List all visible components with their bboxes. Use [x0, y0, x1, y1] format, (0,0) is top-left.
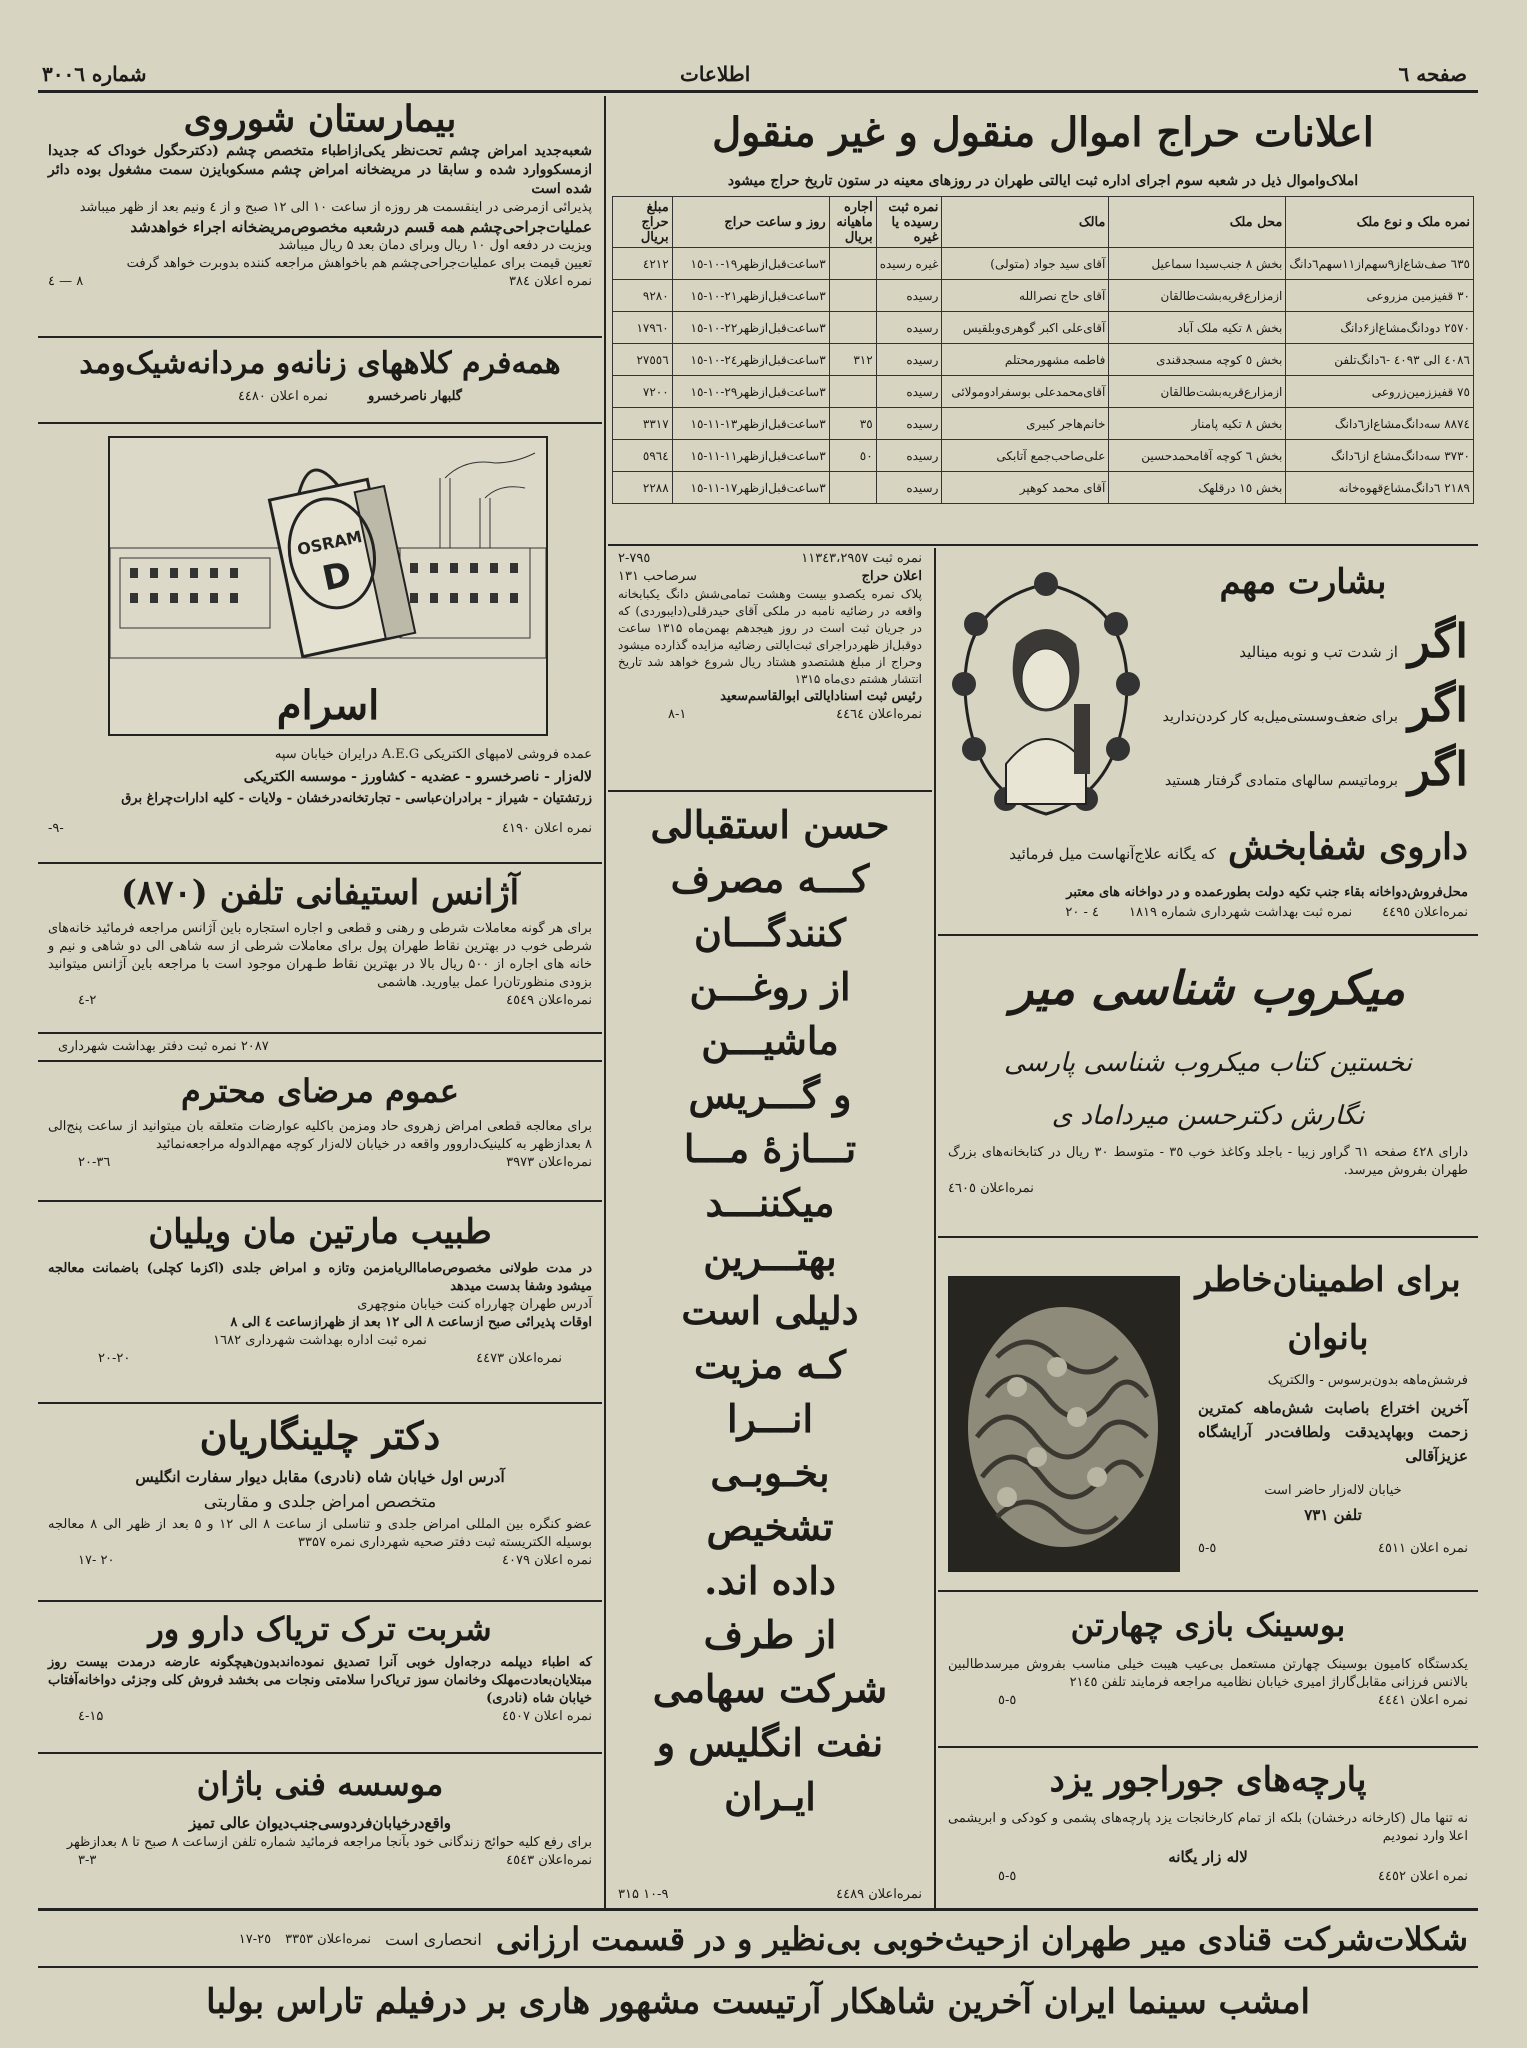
table-cell: بخش ۸ تکیه ملک آباد	[1109, 312, 1286, 344]
bazan-title: موسسه فنی باژان	[196, 1765, 444, 1803]
oil-ad-line: ایـران	[724, 1774, 816, 1819]
ladies-text1: فرشش‌ماهه بدون‌برسوس - والکترپک	[1267, 1373, 1468, 1388]
table-cell: ٩٢٨٠	[613, 280, 673, 312]
truck-sale-text: یکدستگاه کامیون بوسینک چهارتن مستعمل بی‌عیب هیبت خیلی مناسب بفروش میرسدطالبین بالانس فرزانی مقابل‌گاراژ امیری خیابان نظامیه مراجعه فرمایند تلفن ٢١٤٥	[948, 1657, 1468, 1690]
chelingarian-ad	[38, 1406, 602, 1602]
table-cell: ٦٣٥ صف‌شاع‌از٩سهم‌از١١سهم٦دانگ	[1286, 248, 1474, 280]
auction-notice	[608, 548, 932, 792]
table-cell: رسیده	[876, 408, 942, 440]
oil-ad-number: نمره‌اعلان ٤٤٨٩	[836, 1887, 922, 1902]
table-cell	[829, 376, 876, 408]
osram-text1: عمده فروشی لامپهای الکتریکی A.E.G درایران خیابان سپه	[274, 747, 592, 762]
chelingarian-ad-number: نمره اعلان ٤٠٧٩	[502, 1553, 592, 1568]
chelingarian-text: عضو کنگره بین المللی امراض جلدی و تناسلی از ساعت ۸ الی ۱۲ و ۵ بعد از ظهر الی ۸ معالجه بوسیله الکتریسته ثبت دفتر صحیه شهرداری نمره ۳۳۵۷	[48, 1517, 592, 1550]
oil-ad-line: بخـوبـی	[710, 1450, 830, 1495]
opium-syrup-ad	[38, 1604, 602, 1754]
table-row	[613, 440, 1474, 472]
patients-ad	[38, 1064, 602, 1202]
if-word-3: اگر	[1407, 742, 1468, 796]
microbiology-text: دارای ٤٢٨ صفحه ٦١ گراور زیبا - باجلد وکاغذ خوب ٣٥ - متوسط ٣٠ ریال در کتابخانه‌های بزرگ طهران بفروش میرسد.	[948, 1145, 1468, 1178]
microbiology-author: نگارش دکترحسن میرداماد ی	[1051, 1101, 1365, 1131]
opium-syrup-title: شربت ترک تریاک دارو ور	[148, 1610, 492, 1648]
col-property-number: نمره ملک و نوع ملک	[1286, 197, 1474, 248]
chocolate-banner	[38, 1912, 1478, 1968]
hospital-ad-code: ٨ — ٤	[48, 274, 84, 289]
microbiology-book-ad	[938, 938, 1478, 1238]
table-cell: بخش ٦ کوچه آقامحمدحسین	[1109, 440, 1286, 472]
if-word-2: اگر	[1407, 678, 1468, 732]
auction-notice-signature: رئیس ثبت اسناد‌ایالتی ابوالقاسم‌سعید	[720, 689, 922, 704]
newspaper-name: اطلاعات	[680, 62, 751, 86]
table-cell: ٨٨٧٤ سه‌دانگ‌مشاع‌از٦دانگ	[1286, 408, 1474, 440]
ladies-text3: خیابان لاله‌زار حاضر است	[1264, 1483, 1402, 1498]
truck-sale-title: بوسینک بازی چهارتن	[1070, 1606, 1346, 1644]
table-cell	[829, 472, 876, 504]
drug-text: که یگانه علاج‌آنهاست میل فرمائید	[1009, 845, 1216, 863]
oil-ad-line: از روغـــن	[689, 964, 851, 1009]
opium-ad-code: ۱۵-٤	[78, 1709, 104, 1724]
ladies-text2: آخرین اختراع باصابت شش‌ماهه کمترین زحمت وبهاپدیدقت ولطافت‌در آرایشگاه عزیزآقالی	[1198, 1399, 1468, 1465]
hospital-text2: پذیرائی ازمرضی در اینقسمت هر روزه از ساعت ۱۰ الی ۱۲ صبح و از ٤ ونیم بعد از ظهر میباشد	[79, 200, 592, 215]
table-cell: آقای‌علی اکبر گوهری‌وبلقیس	[942, 312, 1109, 344]
auction-notice-text: پلاک نمره یکصدو بیست وهشت تمامی‌شش دانگ یکبابخانه واقعه در رضائیه نامبه در ملکی آقای حیدرقلی(دایبوردی) که در جریان ثبت است در روز هیجدهم بهمن‌ماه ۱۳۱۵ ساعت دوقبل‌از ظهردراجرای ثبت‌ایالتی رضائیه مزایده گذارده میشود وحراج از مبلغ هشتصدو هشتاد ریال شروع خواهد شد تاریخ انتشار هشتم دی‌ماه ۱۳۱۵	[618, 587, 922, 686]
martin-ad-number: نمره‌اعلان ٤٤٧٣	[476, 1351, 562, 1366]
good-news-line2: برای ضعف‌وسستی‌میل‌به کار کردن‌ندارید	[1162, 709, 1398, 725]
good-news-line1: از شدت تب و نوبه مینالید	[1239, 643, 1398, 661]
table-cell: ٣٧٣٠ سه‌دانگ‌مشاع از٦دانگ	[1286, 440, 1474, 472]
table-cell: ٧٢٠٠	[613, 376, 673, 408]
ladies-ad	[938, 1240, 1478, 1592]
oil-ad-line: حسن استقبالی	[650, 802, 890, 847]
oil-ad-line: انـــرا	[726, 1396, 814, 1441]
table-cell: بخش ١٥ درقلهک	[1109, 472, 1286, 504]
fabrics-shop: لاله زار یگانه	[1168, 1848, 1248, 1866]
issue-number: شماره ۳۰۰٦	[42, 62, 147, 86]
oil-ad-line: و گـــریس	[688, 1072, 852, 1117]
telephone-ad-number: نمره‌اعلان ٤٥٤٩	[506, 993, 592, 1008]
hospital-text4: ویزیت در دفعه اول ۱۰ ریال وبرای دمان بعد ۵ ریال میباشد	[278, 238, 592, 253]
table-row	[613, 408, 1474, 440]
oil-ad-line: داده اند.	[704, 1558, 836, 1603]
telephone-ad-code: ٢-٤	[78, 993, 97, 1008]
chelingarian-title: دکتر چلینگاریان	[199, 1413, 441, 1458]
table-cell: ٢٥٧٠ دودانگ‌مشاع‌از۶دانگ	[1286, 312, 1474, 344]
table-cell	[829, 248, 876, 280]
woman-illustration	[946, 564, 1146, 834]
martin-text1: در مدت طولانی مخصوص‌صاماالریامزمن وتازه و امراض جلدی (اکزما کچلی) باضمانت معالجه میشود وشفا بدست میدهد	[48, 1261, 592, 1294]
chelingarian-address: آدرس اول خیابان شاه (نادری) مقابل دیوار سفارت انگلیس	[135, 1468, 505, 1486]
table-cell: رسیده	[876, 280, 942, 312]
table-cell: رسیده	[876, 312, 942, 344]
hairstyle-photo	[948, 1276, 1180, 1572]
hats-ad	[38, 340, 602, 424]
table-cell: بخش ٨ تکیه پامنار	[1109, 408, 1286, 440]
table-row	[613, 280, 1474, 312]
table-cell: ازمزارع‌قریه‌بشت‌طالقان	[1109, 280, 1286, 312]
table-cell: رسیده	[876, 376, 942, 408]
hats-ad-number: نمره اعلان ٤٤٨٠	[237, 389, 328, 404]
chocolate-ad-code: ٢٥-١٧	[238, 1931, 272, 1947]
oil-ad	[608, 794, 932, 1908]
page-label: صفحه ٦	[1398, 62, 1467, 86]
martin-ad	[38, 1204, 602, 1404]
good-news-ad	[938, 548, 1478, 936]
osram-text2: لاله‌زار - ناصرخسرو - عضدیه - کشاورز - موسسه الکتریکی	[243, 769, 592, 785]
oil-ad-line: تشخیص	[706, 1504, 834, 1549]
hospital-ad	[38, 96, 602, 338]
hats-shop: گلبهار ناصرخسرو	[367, 389, 462, 404]
good-news-ad-code: ٤ - ٢٠	[1065, 905, 1100, 920]
chelingarian-ad-code: ۲۰ -۱۷	[78, 1553, 115, 1568]
osram-ad-number: نمره اعلان ٤١٩٠	[502, 821, 592, 836]
telephone-agency-title: آژانس استیفانی تلفن (۸۷۰)	[120, 873, 520, 913]
table-cell: ٥٩٦٤	[613, 440, 673, 472]
bazan-text1: واقع‌درخیابان‌فردوسی‌جنب‌دیوان عالی تمیز	[188, 1814, 452, 1832]
cinema-text: امشب سینما ایران آخرین شاهکار آرتیست مشهور هاری بر درفیلم تاراس بولبا	[206, 1982, 1310, 2022]
col-monthly-rent: اجاره ماهیانه بریال	[829, 197, 876, 248]
good-news-ad-number: نمره‌اعلان ٤٤٩٥	[1382, 905, 1468, 920]
hospital-text1: شعبه‌جدید امراض چشم تحت‌نظر یکی‌ازاطباء متخصص چشم (دکترحگول خوداک که جدیدا ازمسکووارد شده و سابقا در مریضخانه امراض چشم مسکوبایزن سمت مشغول بوده دائر شده است	[48, 143, 592, 197]
fabrics-text: نه تنها مال (کارخانه درخشان) بلکه از تمام کارخانجات یزد پارچه‌های پشمی و کودکی و ابریشمی اعلا وارد نمودیم	[948, 1811, 1468, 1844]
osram-ad	[38, 426, 602, 864]
table-cell: ٣٣١٧	[613, 408, 673, 440]
hospital-text5: تعیین قیمت برای عملیات‌جراحی‌چشم هم باخواهش مراجعه کننده بدوبرت خواهد گرفت	[126, 256, 592, 271]
table-cell: ٣ساعت‌قبل‌ازظهر١٧-١١-١٥	[672, 472, 829, 504]
table-cell: بخش ٥ کوچه مسجدقندی	[1109, 344, 1286, 376]
oil-ad-line: شرکت سهامی	[652, 1666, 888, 1711]
table-cell: ٣٠ قفیزمین مزروعی	[1286, 280, 1474, 312]
good-news-line3: بروماتیسم سالهای متمادی گرفتار هستید	[1164, 773, 1398, 789]
health-office-line: ۲۰۸۷ نمره ثبت دفتر بهداشت شهرداری	[38, 1038, 602, 1062]
patients-ad-code: ۳٦-۲۰	[78, 1155, 111, 1170]
table-cell: ٣٥	[829, 408, 876, 440]
table-cell: غیره رسیده	[876, 248, 942, 280]
oil-ad-line: تـــازهٔ مـــا	[683, 1126, 857, 1171]
auction-subtitle: املاک‌واموال ذیل در شعبه سوم اجرای اداره ثبت ایالتی طهران در روزهای معینه در ستون تاریخ حراج میشود	[727, 173, 1359, 189]
telephone-agency-text: برای هر گونه معاملات شرطی و رهنی و قطعی و اجاره استجاره باین آژانس مراجعه فرمائید خانه‌های شرطی خوب در بهترین نقاط طهران پول برای معاملات شرطی از سه شاهی الی دو شاهی و نیم و خانه های اجاره از ۵۰۰ ریال بالا در بهترین نقاط طـهران موجود است با مراجعه باین آژانس میتوانید بزودی منظورتان‌را عمل بیاورید. هاشمی	[48, 921, 592, 990]
osram-box-letter: D	[318, 554, 355, 600]
oil-ad-line: کـــه مصرف	[670, 856, 870, 901]
opium-syrup-text: که اطباء دیپلمه درجه‌اول خوبی آنرا تصدیق نموده‌اندبدون‌هیچگونه عارضه درمدت بیست روز مبتلایان‌بعادت‌مهلک وخانمان سوز تریاک‌را سلامتی ونجات می بخشد فروش کلی وجزئی دواخانه‌آفتاب خیابان شاه (نادری)	[48, 1655, 592, 1706]
table-cell: ٣ساعت‌قبل‌از‌ظهر١٩-١٠-١٥	[672, 248, 829, 280]
osram-text3: زرتشتیان - شیراز - برادران‌عباسی - تجارتخانه‌درخشان - ولایات - کلیه ادارات‌چراغ برق	[121, 791, 592, 806]
oil-ad-line: بهتـــرین	[703, 1234, 837, 1279]
table-cell: ١٧٩٦٠	[613, 312, 673, 344]
oil-ad-line: از طرف	[703, 1612, 837, 1657]
fabrics-title: پارچه‌های جوراجور یزد	[1049, 1760, 1367, 1800]
auction-notice-num2: سرصاحب ١٣١	[618, 569, 697, 584]
table-cell: ٣ساعت‌قبل‌ازظهر١٣-١١-١٥	[672, 408, 829, 440]
table-cell: ٢٢٨٨	[613, 472, 673, 504]
drug-name: داروی شفابخش	[1227, 826, 1468, 868]
microbiology-subtitle: نخستین کتاب میکروب شناسی پارسی	[1003, 1048, 1413, 1078]
oil-ad-line: ماشیـــن	[701, 1018, 839, 1063]
oil-ad-lines	[608, 794, 932, 1824]
col-auction-date: روز و ساعت حراج	[672, 197, 829, 248]
table-row	[613, 472, 1474, 504]
ladies-ad-code: ٥-٥	[1198, 1541, 1217, 1556]
table-cell	[829, 312, 876, 344]
hairstyle-photo-drawing	[948, 1277, 1179, 1572]
table-cell: ٥٠	[829, 440, 876, 472]
fabrics-ad	[938, 1750, 1478, 1908]
martin-title: طبیب مارتین مان ویلیان	[148, 1212, 492, 1252]
bazan-ad-number: نمره‌اعلان ٤٥٤٣	[506, 1853, 592, 1868]
chocolate-text: شکلات‌شرکت قنادی میر طهران ازحیث‌خوبی بی‌نظیر و در قسمت ارزانی	[495, 1920, 1468, 1958]
auction-section	[608, 96, 1478, 546]
ladies-phone: تلفن ٧٣١	[1304, 1506, 1362, 1524]
table-cell: بخش ۸ جنب‌سیدا سماعیل	[1109, 248, 1286, 280]
table-row	[613, 344, 1474, 376]
auction-notice-num3: ٧٩٥-٢	[618, 551, 651, 566]
table-cell: ٣ساعت‌قبل‌ازظهر٢٩-١٠-١٥	[672, 376, 829, 408]
table-cell: ٣ساعت‌قبل‌ازظهر٢١-١٠-١٥	[672, 280, 829, 312]
table-cell: ٢١٨٩ ٦دانگ‌مشاع‌قهوه‌خانه	[1286, 472, 1474, 504]
table-cell: ٣١٢	[829, 344, 876, 376]
martin-text4: نمره ثبت اداره بهداشت شهرداری ۱٦٨٢	[213, 1333, 427, 1348]
cinema-banner	[38, 1972, 1478, 2032]
bazan-ad-code: ۳-۳	[78, 1853, 97, 1868]
table-row	[613, 312, 1474, 344]
good-news-reg: نمره ثبت بهداشت شهرداری شماره ۱۸۱۹	[1129, 905, 1353, 920]
table-cell: آقای حاج نصرالله	[942, 280, 1109, 312]
patients-ad-number: نمره‌اعلان ۳۹۷۳	[506, 1155, 592, 1170]
telephone-agency-ad	[38, 866, 602, 1034]
col-auction-amount: مبلغ حراج بریال	[613, 197, 673, 248]
table-cell: آقای‌محمدعلی بوسفرادومولائی	[942, 376, 1109, 408]
oil-ad-line: میکننـــد	[705, 1180, 835, 1225]
auction-title: اعلانات حراج اموال منقول و غیر منقول	[712, 109, 1374, 156]
martin-text3: اوقات پذیرائی صبح ازساعت ۸ الی ۱۲ بعد از ظهرازساعت ٤ الی ۸	[230, 1315, 592, 1330]
table-cell: خانم‌هاجر کبیری	[942, 408, 1109, 440]
truck-sale-ad-number: نمره اعلان ٤٤٤١	[1378, 1693, 1468, 1708]
auction-table	[612, 196, 1474, 504]
col-registration: نمره ثبت رسیده یا غیره	[876, 197, 942, 248]
table-cell	[829, 280, 876, 312]
good-news-sale: محل‌فروش‌دواخانه بقاء جنب تکیه دولت بطورعمده و در دواخانه های معتبر	[1066, 885, 1468, 900]
oil-ad-line: کـه مزیت	[693, 1342, 847, 1387]
hospital-title: بیمارستان شوروی	[183, 98, 457, 140]
table-cell: رسیده	[876, 440, 942, 472]
table-row	[613, 248, 1474, 280]
table-cell: علی‌صاحب‌جمع آتابکی	[942, 440, 1109, 472]
good-news-title: بشارت مهم	[1219, 562, 1387, 602]
osram-box-text: OSRAM	[295, 526, 364, 560]
bazan-ad	[38, 1756, 602, 1906]
osram-ad-code: -٩-	[48, 821, 64, 836]
table-cell: ٢٧٥٥٦	[613, 344, 673, 376]
oil-ad-line: دلیلی است	[681, 1288, 859, 1333]
osram-label: اسرام	[276, 682, 380, 729]
microbiology-ad-number: نمره‌اعلان ٤٦٠٥	[948, 1181, 1034, 1196]
hospital-text3: عملیات‌جراحی‌چشم همه قسم درشعبه مخصوص‌مریضخانه اجراء خواهدشد	[130, 218, 592, 236]
fabrics-ad-number: نمره اعلان ٤٤٥٢	[1378, 1869, 1468, 1884]
chocolate-ad-number: نمره‌اعلان ٣٣٥٣	[285, 1931, 371, 1947]
auction-notice-title: اعلان حراج	[861, 569, 922, 584]
patients-text: برای معالجه قطعی امراض زهروی حاد ومزمن باکلیه عوارضات متعلقه بان میتوانید از ساعت پنج‌الی ۸ بعدازظهر به کلینیک‌داروور واقعه در خیابان لاله‌زار کوچه مهم‌الدوله مراجعه‌نمائید	[48, 1119, 592, 1152]
truck-sale-ad	[938, 1594, 1478, 1748]
oil-ad-code: ۱۰-۹ ۳۱۵	[618, 1887, 669, 1902]
col-property-location: محل ملک	[1109, 197, 1286, 248]
if-word-1: اگر	[1407, 614, 1468, 668]
table-cell: آقای سید جواد (متولی)	[942, 248, 1109, 280]
bazan-text2: برای رفع کلیه حوائج زندگانی خود بآنجا مراجعه فرمائید شماره تلفن ازساعت ۸ صبح تا ۸ بعدازظهر	[66, 1835, 592, 1850]
ladies-ad-number: نمره اعلان ٤٥١١	[1378, 1541, 1468, 1556]
table-cell: ٤٢١٢	[613, 248, 673, 280]
hats-title: همه‌فرم کلاههای زنانه‌و مردانه‌شیک‌ومد	[79, 346, 561, 381]
table-cell: آقای محمد کوهپر	[942, 472, 1109, 504]
opium-ad-number: نمره اعلان ٤٥٠٧	[502, 1709, 592, 1724]
patients-title: عموم مرضای محترم	[181, 1072, 459, 1110]
table-cell: رسیده	[876, 344, 942, 376]
chocolate-tail: انحصاری است	[384, 1929, 482, 1949]
table-row	[613, 376, 1474, 408]
chelingarian-specialty: متخصص امراض جلدی و مقاربتی	[203, 1492, 437, 1512]
table-cell: ٧٥ قفیززمین‌زروعی	[1286, 376, 1474, 408]
oil-ad-line: کنندگـــان	[694, 910, 846, 955]
auction-table-header	[613, 197, 1474, 248]
fabrics-ad-code: ٥-٥	[998, 1869, 1017, 1884]
auction-notice-ad-number: نمره‌اعلان ٤٤٦٤	[836, 707, 922, 722]
hospital-ad-number: نمره اعلان ۳۸٤	[508, 274, 592, 289]
microbiology-title: میکروب شناسی میر	[1010, 961, 1406, 1015]
col-owner: مالک	[942, 197, 1109, 248]
oil-ad-line: نفت انگلیس و	[656, 1720, 884, 1765]
martin-ad-code: ۲۰-۲۰	[98, 1351, 131, 1366]
auction-notice-ad-code: ١-٨	[668, 707, 687, 722]
truck-sale-ad-code: ٥-٥	[998, 1693, 1017, 1708]
table-cell: ٣ساعت‌قبل‌ازظهر٢٢-١٠-١٥	[672, 312, 829, 344]
table-cell: رسیده	[876, 472, 942, 504]
martin-text2: آدرس طهران چهارراه کنت خیابان منوچهری	[357, 1297, 592, 1312]
table-cell: ٤٠٨٦ الی ٤٠٩٣ -٦دانگ‌تلفن	[1286, 344, 1474, 376]
ladies-subtitle: بانوان	[1287, 1318, 1369, 1358]
table-cell: ٣ساعت‌قبل‌ازظهر١١-١١-١٥	[672, 440, 829, 472]
ladies-title: برای اطمینان‌خاطر	[1195, 1260, 1461, 1300]
table-cell: ٣ساعت‌قبل‌ازظهر٢٤-١٠-١٥	[672, 344, 829, 376]
auction-notice-num1: نمره ثبت ١١٣٤٣،٢٩٥٧	[801, 551, 922, 566]
table-cell: فاطمه مشهورمحتلم	[942, 344, 1109, 376]
table-cell: ازمزارع‌قریه‌بشت‌طالقان	[1109, 376, 1286, 408]
